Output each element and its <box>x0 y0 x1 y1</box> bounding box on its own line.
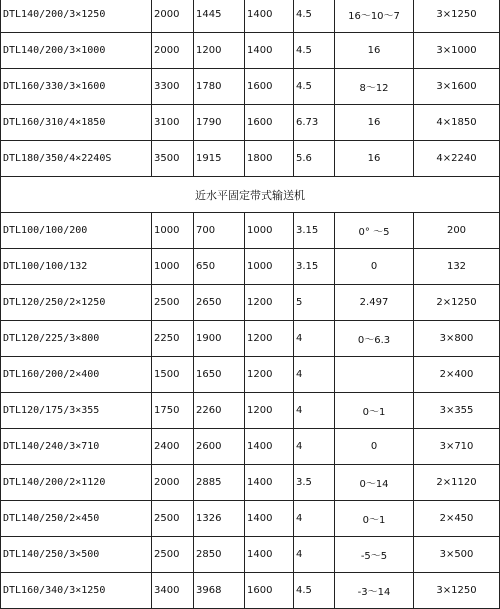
width-cell: 1750 <box>152 393 194 429</box>
table-row <box>1 141 500 177</box>
table-row <box>1 537 500 573</box>
width-cell: 3300 <box>152 69 194 105</box>
speed-cell: 3.5 <box>294 465 335 501</box>
pulley-cell: 1400 <box>245 33 294 69</box>
power-cell: 132 <box>414 249 500 285</box>
pulley-cell: 1400 <box>245 429 294 465</box>
power-cell: 3×355 <box>414 393 500 429</box>
table-row <box>1 357 500 393</box>
model-cell: DTL140/200/2×1120 <box>1 465 152 501</box>
table-row <box>1 249 500 285</box>
table-row <box>1 69 500 105</box>
width-cell: 1000 <box>152 213 194 249</box>
model-cell: DTL120/250/2×1250 <box>1 285 152 321</box>
speed-cell: 4 <box>294 393 335 429</box>
power-cell: 3×1000 <box>414 33 500 69</box>
pulley-cell: 1400 <box>245 0 294 33</box>
length-cell: 3968 <box>194 573 245 609</box>
width-cell: 2500 <box>152 537 194 573</box>
table-row <box>1 33 500 69</box>
table-row <box>1 465 500 501</box>
speed-cell: 4.5 <box>294 33 335 69</box>
speed-cell: 6.73 <box>294 105 335 141</box>
length-cell: 700 <box>194 213 245 249</box>
pulley-cell: 1600 <box>245 105 294 141</box>
length-cell: 1200 <box>194 33 245 69</box>
width-cell: 2500 <box>152 501 194 537</box>
speed-cell: 4 <box>294 321 335 357</box>
length-cell: 1650 <box>194 357 245 393</box>
power-cell: 2×1250 <box>414 285 500 321</box>
model-cell: DTL140/250/3×500 <box>1 537 152 573</box>
speed-cell: 4 <box>294 357 335 393</box>
model-cell: DTL140/200/3×1250 <box>1 0 152 33</box>
speed-cell: 4.5 <box>294 69 335 105</box>
section-header-row <box>1 177 500 213</box>
length-cell: 2260 <box>194 393 245 429</box>
table-row <box>1 213 500 249</box>
length-cell: 650 <box>194 249 245 285</box>
angle-cell: 0～14 <box>335 465 414 501</box>
angle-cell: 0 <box>335 429 414 465</box>
model-cell: DTL160/340/3×1250 <box>1 573 152 609</box>
speed-cell: 3.15 <box>294 249 335 285</box>
pulley-cell: 1200 <box>245 393 294 429</box>
angle-cell: 8～12 <box>335 69 414 105</box>
table-row <box>1 105 500 141</box>
angle-cell: 0 <box>335 249 414 285</box>
model-cell: DTL160/200/2×400 <box>1 357 152 393</box>
section-header-group <box>1 177 500 213</box>
length-cell: 2850 <box>194 537 245 573</box>
angle-cell: 0～1 <box>335 501 414 537</box>
width-cell: 3100 <box>152 105 194 141</box>
angle-cell: 0～1 <box>335 393 414 429</box>
pulley-cell: 1000 <box>245 249 294 285</box>
speed-cell: 5.6 <box>294 141 335 177</box>
speed-cell: 5 <box>294 285 335 321</box>
pulley-cell: 1200 <box>245 321 294 357</box>
model-cell: DTL180/350/4×2240S <box>1 141 152 177</box>
pulley-cell: 1400 <box>245 501 294 537</box>
length-cell: 2600 <box>194 429 245 465</box>
power-cell: 2×1120 <box>414 465 500 501</box>
angle-cell: 16 <box>335 105 414 141</box>
section-title: 近水平固定带式输送机 <box>1 177 500 213</box>
length-cell: 1915 <box>194 141 245 177</box>
angle-cell <box>335 357 414 393</box>
power-cell: 2×450 <box>414 501 500 537</box>
width-cell: 2000 <box>152 0 194 33</box>
length-cell: 1790 <box>194 105 245 141</box>
table-row <box>1 285 500 321</box>
power-cell: 4×1850 <box>414 105 500 141</box>
width-cell: 2500 <box>152 285 194 321</box>
pulley-cell: 1600 <box>245 69 294 105</box>
width-cell: 3400 <box>152 573 194 609</box>
model-cell: DTL160/330/3×1600 <box>1 69 152 105</box>
speed-cell: 4 <box>294 429 335 465</box>
power-cell: 3×800 <box>414 321 500 357</box>
power-cell: 3×1600 <box>414 69 500 105</box>
model-cell: DTL140/250/2×450 <box>1 501 152 537</box>
power-cell: 4×2240 <box>414 141 500 177</box>
angle-cell: -5～5 <box>335 537 414 573</box>
speed-cell: 4.5 <box>294 0 335 33</box>
power-cell: 3×1250 <box>414 573 500 609</box>
power-cell: 2×400 <box>414 357 500 393</box>
table-row <box>1 393 500 429</box>
width-cell: 1500 <box>152 357 194 393</box>
model-cell: DTL120/175/3×355 <box>1 393 152 429</box>
table-row <box>1 429 500 465</box>
model-cell: DTL120/225/3×800 <box>1 321 152 357</box>
width-cell: 2000 <box>152 465 194 501</box>
pulley-cell: 1200 <box>245 357 294 393</box>
speed-cell: 4 <box>294 501 335 537</box>
angle-cell: -3～14 <box>335 573 414 609</box>
pulley-cell: 1400 <box>245 465 294 501</box>
width-cell: 1000 <box>152 249 194 285</box>
table-body-bottom <box>1 213 500 609</box>
power-cell: 3×500 <box>414 537 500 573</box>
model-cell: DTL100/100/200 <box>1 213 152 249</box>
table-row <box>1 501 500 537</box>
width-cell: 2000 <box>152 33 194 69</box>
speed-cell: 3.15 <box>294 213 335 249</box>
length-cell: 1445 <box>194 0 245 33</box>
model-cell: DTL140/200/3×1000 <box>1 33 152 69</box>
speed-cell: 4.5 <box>294 573 335 609</box>
angle-cell: 16 <box>335 33 414 69</box>
length-cell: 2650 <box>194 285 245 321</box>
pulley-cell: 1400 <box>245 537 294 573</box>
angle-cell: 2.497 <box>335 285 414 321</box>
power-cell: 200 <box>414 213 500 249</box>
angle-cell: 0～6.3 <box>335 321 414 357</box>
speed-cell: 4 <box>294 537 335 573</box>
length-cell: 2885 <box>194 465 245 501</box>
table-row <box>1 573 500 609</box>
power-cell: 3×710 <box>414 429 500 465</box>
model-cell: DTL160/310/4×1850 <box>1 105 152 141</box>
table-row <box>1 0 500 33</box>
length-cell: 1780 <box>194 69 245 105</box>
model-cell: DTL100/100/132 <box>1 249 152 285</box>
table-body-top <box>1 0 500 177</box>
width-cell: 3500 <box>152 141 194 177</box>
power-cell: 3×1250 <box>414 0 500 33</box>
angle-cell: 0° ～5 <box>335 213 414 249</box>
pulley-cell: 1800 <box>245 141 294 177</box>
length-cell: 1900 <box>194 321 245 357</box>
angle-cell: 16 <box>335 141 414 177</box>
length-cell: 1326 <box>194 501 245 537</box>
width-cell: 2400 <box>152 429 194 465</box>
model-cell: DTL140/240/3×710 <box>1 429 152 465</box>
angle-cell: 16～10～7 <box>335 0 414 33</box>
width-cell: 2250 <box>152 321 194 357</box>
table-row <box>1 321 500 357</box>
pulley-cell: 1600 <box>245 573 294 609</box>
pulley-cell: 1200 <box>245 285 294 321</box>
pulley-cell: 1000 <box>245 213 294 249</box>
